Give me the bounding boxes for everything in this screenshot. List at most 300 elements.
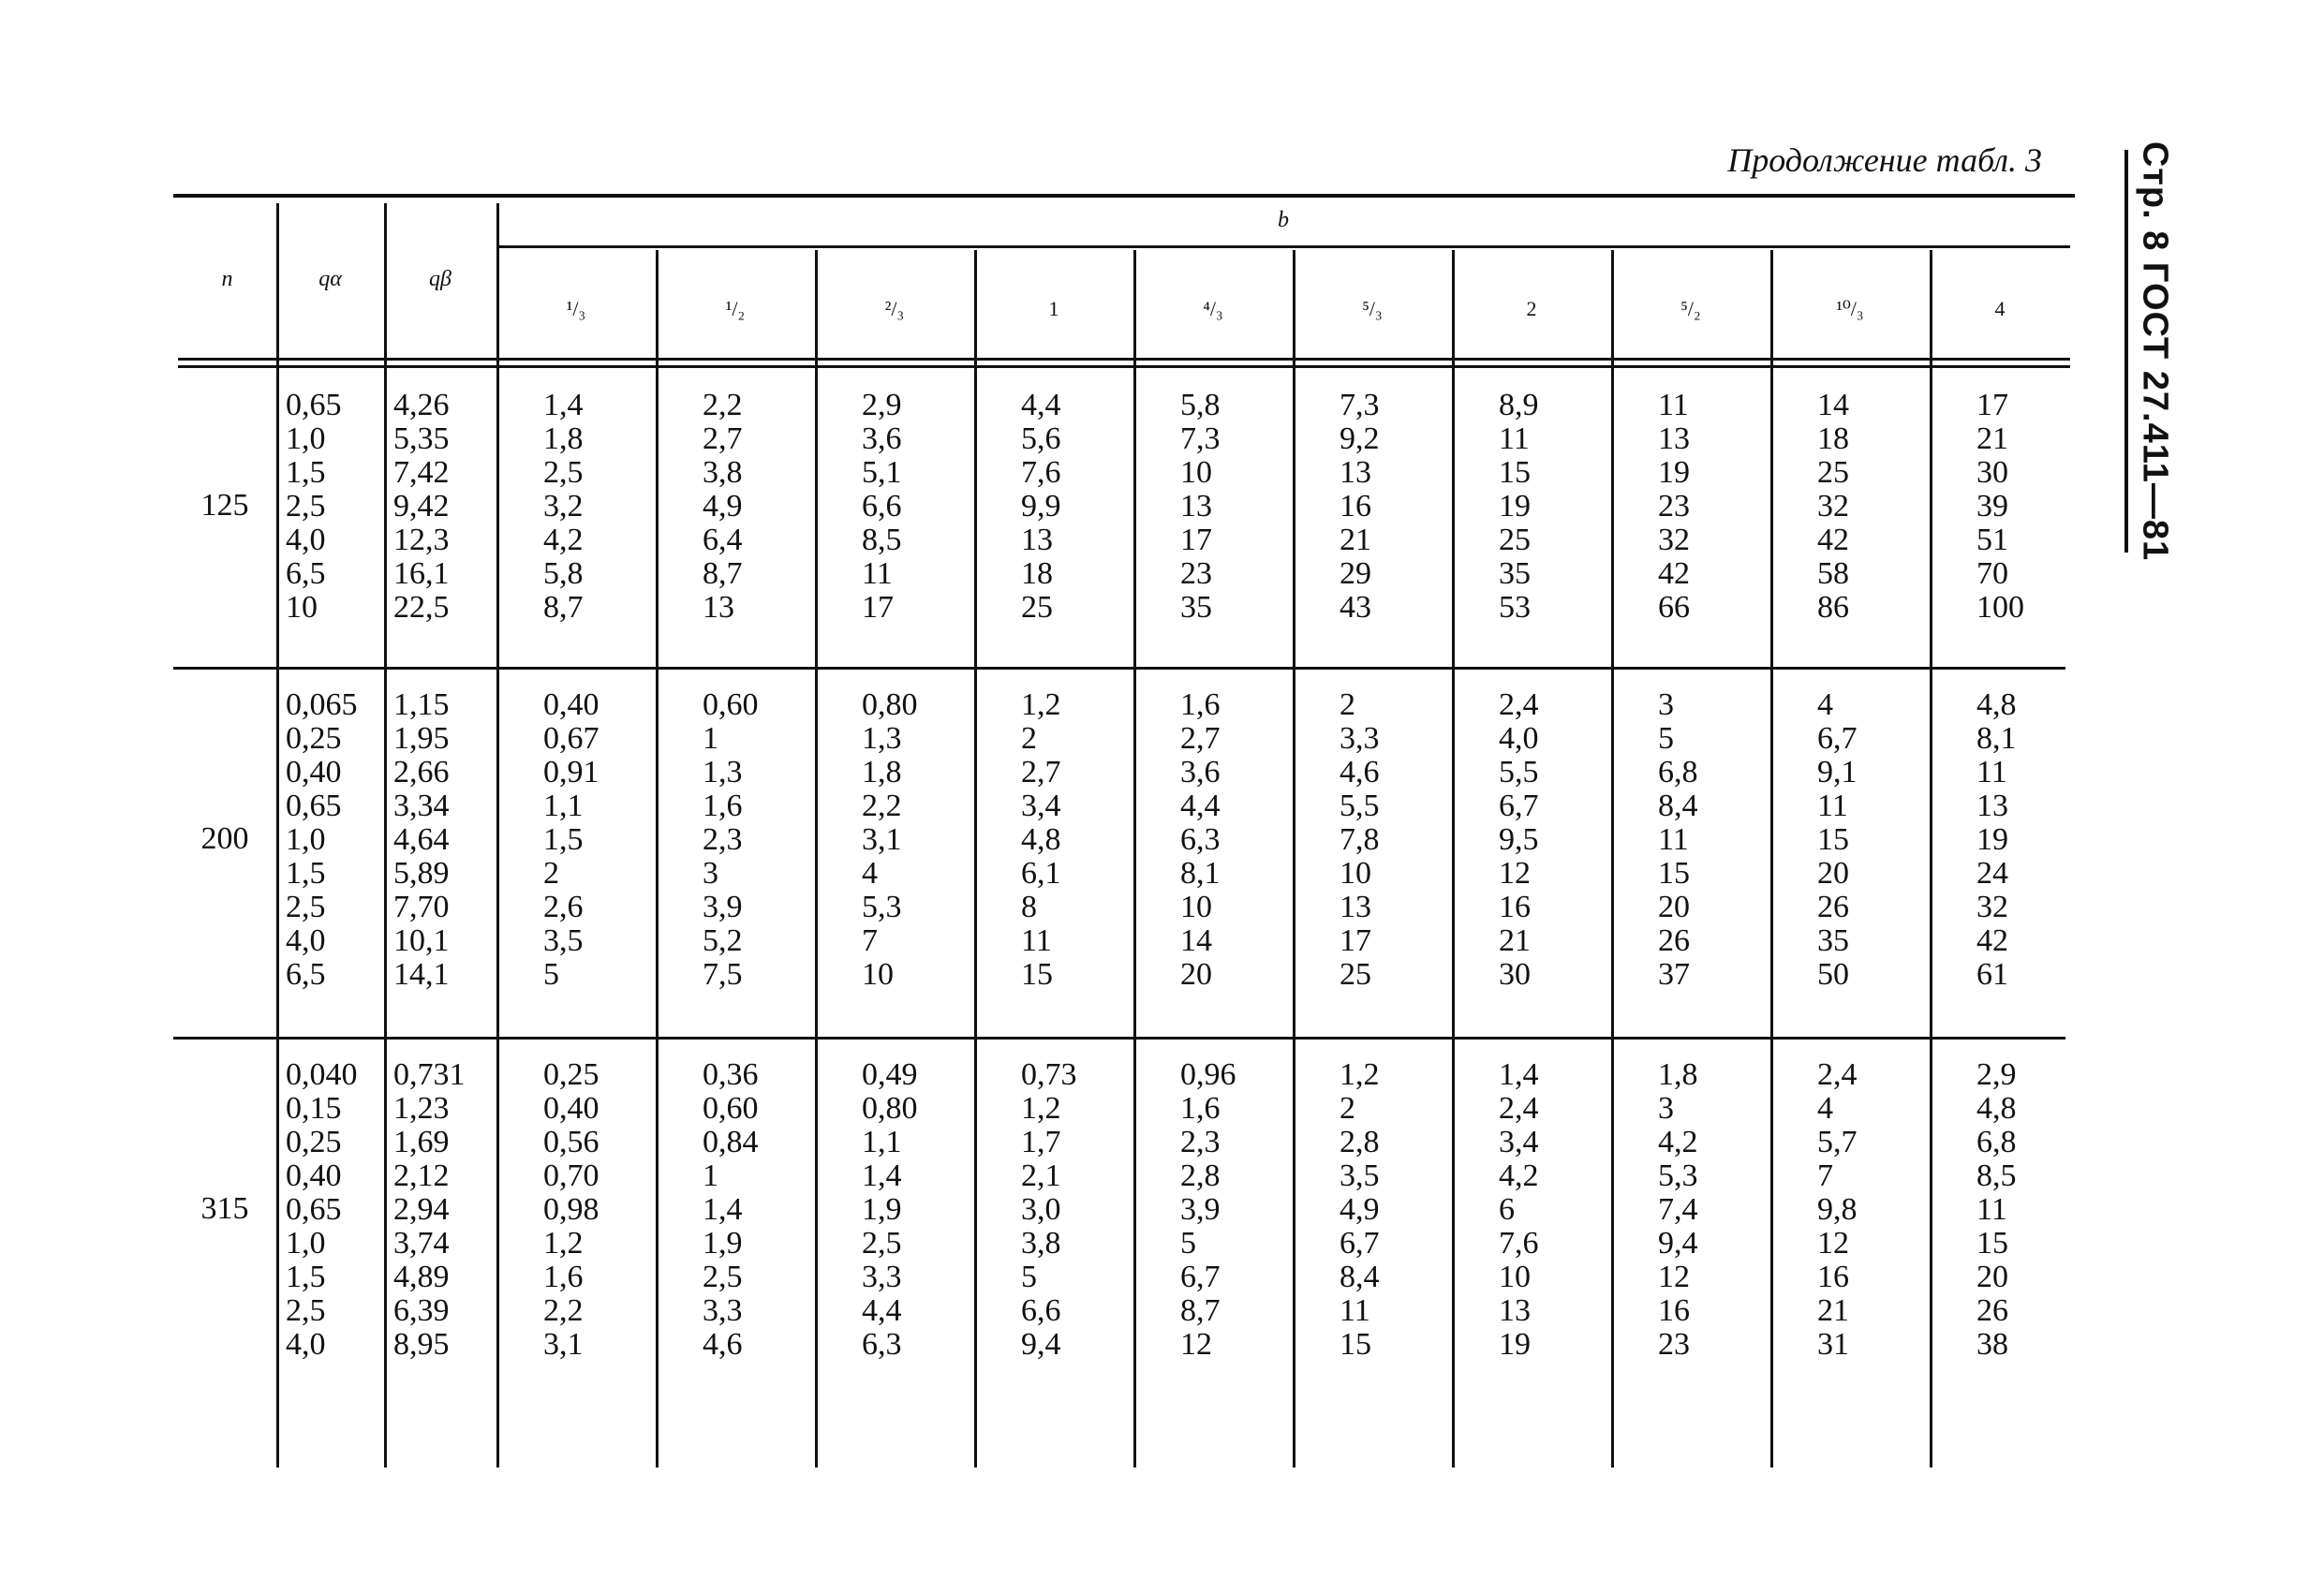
b-column-6-315-cell: 6 <box>1499 1192 1515 1227</box>
b-column-7-125-cell: 23 <box>1658 489 1690 524</box>
b-column-4-200-cell: 8,1 <box>1180 856 1221 891</box>
b-column-0-200 <box>543 688 651 992</box>
data-table <box>178 194 2070 1468</box>
qa-column-200-cell: 1,5 <box>286 856 326 891</box>
group-n-315: 315 <box>200 1191 249 1226</box>
qa-column-200-cell: 6,5 <box>286 957 326 992</box>
b-column-9-125-cell: 21 <box>1976 421 2008 456</box>
b-column-0-200-cell: 2 <box>543 856 559 891</box>
b-col-rule-4 <box>1293 250 1295 1468</box>
b-column-6-200-cell: 6,7 <box>1499 789 1539 823</box>
b-col-rule-8 <box>1930 250 1932 1468</box>
b-column-4-200-cell: 20 <box>1180 957 1212 992</box>
b-column-0-315-cell: 1,6 <box>543 1260 584 1294</box>
b-column-1-125-cell: 2,2 <box>703 388 743 422</box>
b-col-rule-1 <box>815 250 818 1468</box>
group-n-200: 200 <box>200 821 249 856</box>
qa-column-315-cell: 0,15 <box>286 1091 342 1126</box>
b-column-5-125 <box>1340 389 1447 625</box>
b-column-0-125-cell: 3,2 <box>543 489 584 524</box>
b-column-2-315-cell: 1,4 <box>862 1158 902 1193</box>
side-header <box>2126 140 2183 562</box>
header-b-col-5: ⁵/₃ <box>1362 297 1383 320</box>
b-column-7-200-cell: 11 <box>1658 822 1689 857</box>
b-column-3-315-cell: 3,8 <box>1021 1226 1061 1261</box>
qa-column-315-cell: 1,5 <box>286 1260 326 1294</box>
b-column-7-315-cell: 23 <box>1658 1327 1690 1362</box>
b-column-0-315-cell: 0,70 <box>543 1158 600 1193</box>
b-column-4-200-cell: 10 <box>1180 890 1212 924</box>
b-column-0-315-cell: 0,98 <box>543 1192 600 1227</box>
b-column-4-125-cell: 10 <box>1180 455 1212 490</box>
b-column-2-315-cell: 0,49 <box>862 1057 918 1092</box>
b-column-9-125-cell: 70 <box>1976 556 2008 591</box>
b-column-8-125-cell: 14 <box>1817 388 1849 422</box>
b-column-3-200-cell: 2,7 <box>1021 755 1061 789</box>
b-column-5-125-cell: 9,2 <box>1340 421 1380 456</box>
b-column-4-200-cell: 14 <box>1180 923 1212 958</box>
b-column-8-200-cell: 35 <box>1817 923 1849 958</box>
b-column-1-125-cell: 2,7 <box>703 421 743 456</box>
b-column-5-125-cell: 29 <box>1340 556 1371 591</box>
b-column-1-200-cell: 0,60 <box>703 687 759 722</box>
b-column-3-315-cell: 2,1 <box>1021 1158 1061 1193</box>
b-column-9-315-cell: 6,8 <box>1976 1125 2017 1159</box>
b-column-5-200 <box>1340 688 1447 992</box>
qb-column-200-cell: 2,66 <box>393 755 450 789</box>
b-column-2-125-cell: 3,6 <box>862 421 902 456</box>
b-column-1-125-cell: 8,7 <box>703 556 743 591</box>
b-column-0-315-cell: 0,25 <box>543 1057 600 1092</box>
b-column-3-125-cell: 7,6 <box>1021 455 1061 490</box>
b-column-3-200-cell: 1,2 <box>1021 687 1061 722</box>
b-column-4-315-cell: 3,9 <box>1180 1192 1221 1227</box>
b-column-5-125-cell: 7,3 <box>1340 388 1380 422</box>
b-column-4-125-cell: 13 <box>1180 489 1212 524</box>
b-column-9-200-cell: 11 <box>1976 755 2007 789</box>
b-column-0-200-cell: 0,91 <box>543 755 600 789</box>
qa-column-125 <box>286 389 379 625</box>
b-column-1-125-cell: 3,8 <box>703 455 743 490</box>
header-rule-2 <box>178 365 2070 368</box>
b-column-6-200-cell: 5,5 <box>1499 755 1539 789</box>
b-column-8-315-cell: 16 <box>1817 1260 1849 1294</box>
b-column-2-315-cell: 3,3 <box>862 1260 902 1294</box>
qa-column-200-cell: 1,0 <box>286 822 326 857</box>
qb-column-125-cell: 12,3 <box>393 523 450 557</box>
b-column-8-315-cell: 2,4 <box>1817 1057 1858 1092</box>
b-column-2-200-cell: 2,2 <box>862 789 902 823</box>
qa-column-125-cell: 2,5 <box>286 489 326 524</box>
b-column-9-315-cell: 20 <box>1976 1260 2008 1294</box>
b-column-9-125-cell: 17 <box>1976 388 2008 422</box>
b-column-6-200-cell: 9,5 <box>1499 822 1539 857</box>
b-column-1-125-cell: 4,9 <box>703 489 743 524</box>
b-column-2-125-cell: 2,9 <box>862 388 902 422</box>
b-column-8-200-cell: 26 <box>1817 890 1849 924</box>
b-column-7-125-cell: 13 <box>1658 421 1690 456</box>
b-column-6-200 <box>1499 688 1606 992</box>
b-column-5-125-cell: 21 <box>1340 523 1371 557</box>
b-column-7-200-cell: 26 <box>1658 923 1690 958</box>
b-column-1-200-cell: 1 <box>703 721 718 756</box>
b-column-2-200-cell: 0,80 <box>862 687 918 722</box>
qa-column-315-cell: 0,40 <box>286 1158 342 1193</box>
b-column-6-315-cell: 7,6 <box>1499 1226 1539 1261</box>
b-column-4-200-cell: 1,6 <box>1180 687 1221 722</box>
b-column-0-125-cell: 8,7 <box>543 590 584 625</box>
header-b-col-2: ²/₃ <box>884 297 905 320</box>
b-column-8-125-cell: 18 <box>1817 421 1849 456</box>
b-column-0-200-cell: 2,6 <box>543 890 584 924</box>
b-column-2-125 <box>862 389 970 625</box>
b-column-7-200-cell: 20 <box>1658 890 1690 924</box>
b-column-1-200-cell: 1,3 <box>703 755 743 789</box>
b-column-2-125-cell: 17 <box>862 590 894 625</box>
b-column-8-315-cell: 4 <box>1817 1091 1833 1126</box>
header-q-alpha: qα <box>318 267 342 291</box>
qa-column-315-cell: 1,0 <box>286 1226 326 1261</box>
b-column-3-200-cell: 4,8 <box>1021 822 1061 857</box>
b-column-3-200-cell: 2 <box>1021 721 1037 756</box>
b-column-5-125-cell: 43 <box>1340 590 1371 625</box>
qb-column-125-cell: 4,26 <box>393 388 450 422</box>
b-column-6-200-cell: 12 <box>1499 856 1531 891</box>
b-column-7-200-cell: 3 <box>1658 687 1674 722</box>
b-column-8-200-cell: 9,1 <box>1817 755 1858 789</box>
qb-column-200-cell: 4,64 <box>393 822 450 857</box>
qb-column-200-cell: 1,15 <box>393 687 450 722</box>
b-column-3-200-cell: 6,1 <box>1021 856 1061 891</box>
b-column-7-125-cell: 11 <box>1658 388 1689 422</box>
b-column-5-315-cell: 3,5 <box>1340 1158 1380 1193</box>
b-column-5-315-cell: 2,8 <box>1340 1125 1380 1159</box>
qa-column-125-cell: 1,0 <box>286 421 326 456</box>
b-column-9-200-cell: 24 <box>1976 856 2008 891</box>
b-column-3-125 <box>1021 389 1129 625</box>
b-column-3-315-cell: 1,7 <box>1021 1125 1061 1159</box>
b-column-8-125-cell: 42 <box>1817 523 1849 557</box>
b-col-rule-7 <box>1770 250 1773 1468</box>
qb-column-125-cell: 7,42 <box>393 455 450 490</box>
b-column-1-315-cell: 2,5 <box>703 1260 743 1294</box>
b-column-9-315-cell: 38 <box>1976 1327 2008 1362</box>
qb-column-200-cell: 10,1 <box>393 923 450 958</box>
b-column-9-200-cell: 19 <box>1976 822 2008 857</box>
b-column-3-125-cell: 18 <box>1021 556 1053 591</box>
header-rule-1 <box>178 358 2070 361</box>
b-column-1-315-cell: 3,3 <box>703 1293 743 1328</box>
qb-column-315-cell: 6,39 <box>393 1293 450 1328</box>
b-column-3-200-cell: 8 <box>1021 890 1037 924</box>
b-column-5-125-cell: 13 <box>1340 455 1371 490</box>
qa-column-125-cell: 6,5 <box>286 556 326 591</box>
b-column-7-315-cell: 7,4 <box>1658 1192 1698 1227</box>
b-column-8-315-cell: 7 <box>1817 1158 1833 1193</box>
b-column-9-200 <box>1976 688 2065 992</box>
qb-column-125-cell: 16,1 <box>393 556 450 591</box>
b-column-2-200-cell: 3,1 <box>862 822 902 857</box>
qb-column-315-cell: 1,69 <box>393 1125 450 1159</box>
b-column-9-125-cell: 30 <box>1976 455 2008 490</box>
b-column-0-125-cell: 2,5 <box>543 455 584 490</box>
b-column-3-200-cell: 3,4 <box>1021 789 1061 823</box>
b-column-4-125-cell: 7,3 <box>1180 421 1221 456</box>
group-n-125: 125 <box>200 488 249 523</box>
b-column-2-125-cell: 6,6 <box>862 489 902 524</box>
b-column-2-200-cell: 1,3 <box>862 721 902 756</box>
b-column-2-315-cell: 4,4 <box>862 1293 902 1328</box>
b-column-0-200-cell: 5 <box>543 957 559 992</box>
b-column-5-315-cell: 4,9 <box>1340 1192 1380 1227</box>
b-column-2-125-cell: 11 <box>862 556 893 591</box>
b-column-9-125 <box>1976 389 2065 625</box>
col-rule-2 <box>496 203 499 1468</box>
b-column-0-315-cell: 1,2 <box>543 1226 584 1261</box>
b-column-2-315 <box>862 1058 970 1362</box>
b-column-1-315-cell: 4,6 <box>703 1327 743 1362</box>
b-column-7-125 <box>1658 389 1766 625</box>
b-column-7-315-cell: 3 <box>1658 1091 1674 1126</box>
b-column-6-125-cell: 35 <box>1499 556 1531 591</box>
b-column-0-315 <box>543 1058 651 1362</box>
b-column-0-200-cell: 1,1 <box>543 789 584 823</box>
b-column-1-315-cell: 1 <box>703 1158 718 1193</box>
b-column-3-315-cell: 1,2 <box>1021 1091 1061 1126</box>
qa-column-200-cell: 0,065 <box>286 687 358 722</box>
b-column-5-315 <box>1340 1058 1447 1362</box>
b-column-7-125-cell: 32 <box>1658 523 1690 557</box>
b-column-3-200-cell: 15 <box>1021 957 1053 992</box>
b-column-9-125-cell: 100 <box>1976 590 2024 625</box>
qa-column-315-cell: 4,0 <box>286 1327 326 1362</box>
b-column-0-125-cell: 1,8 <box>543 421 584 456</box>
b-column-8-200-cell: 4 <box>1817 687 1833 722</box>
b-column-2-200-cell: 4 <box>862 856 878 891</box>
header-b-col-4: ⁴/₃ <box>1203 297 1223 320</box>
qb-column-315-cell: 1,23 <box>393 1091 450 1126</box>
b-column-1-315-cell: 0,36 <box>703 1057 759 1092</box>
b-column-1-200-cell: 2,3 <box>703 822 743 857</box>
b-column-8-125-cell: 32 <box>1817 489 1849 524</box>
b-column-7-315-cell: 5,3 <box>1658 1158 1698 1193</box>
b-column-4-315-cell: 6,7 <box>1180 1260 1221 1294</box>
b-column-3-125-cell: 4,4 <box>1021 388 1061 422</box>
b-column-1-125 <box>703 389 810 625</box>
b-column-4-200-cell: 6,3 <box>1180 822 1221 857</box>
b-column-3-315-cell: 6,6 <box>1021 1293 1061 1328</box>
qb-column-315 <box>393 1058 492 1362</box>
b-column-1-200-cell: 1,6 <box>703 789 743 823</box>
qb-column-315-cell: 3,74 <box>393 1226 450 1261</box>
b-column-6-315-cell: 4,2 <box>1499 1158 1539 1193</box>
b-column-7-200-cell: 5 <box>1658 721 1674 756</box>
b-column-6-315-cell: 10 <box>1499 1260 1531 1294</box>
b-column-0-315-cell: 0,56 <box>543 1125 600 1159</box>
b-column-9-200-cell: 13 <box>1976 789 2008 823</box>
qb-column-200-cell: 14,1 <box>393 957 450 992</box>
b-column-4-315-cell: 2,3 <box>1180 1125 1221 1159</box>
b-column-3-315-cell: 3,0 <box>1021 1192 1061 1227</box>
b-col-rule-6 <box>1611 250 1614 1468</box>
b-column-8-315-cell: 31 <box>1817 1327 1849 1362</box>
b-column-7-315-cell: 1,8 <box>1658 1057 1698 1092</box>
table-top-rule <box>173 194 2075 198</box>
header-b-col-0: ¹/₃ <box>566 297 586 320</box>
b-column-8-315-cell: 12 <box>1817 1226 1849 1261</box>
b-column-4-125-cell: 5,8 <box>1180 388 1221 422</box>
b-column-3-125-cell: 25 <box>1021 590 1053 625</box>
b-column-7-315-cell: 16 <box>1658 1293 1690 1328</box>
b-column-1-125-cell: 13 <box>703 590 734 625</box>
b-column-6-200-cell: 2,4 <box>1499 687 1539 722</box>
b-column-1-125-cell: 6,4 <box>703 523 743 557</box>
qb-column-200-cell: 3,34 <box>393 789 450 823</box>
b-column-6-200-cell: 21 <box>1499 923 1531 958</box>
b-column-2-125-cell: 8,5 <box>862 523 902 557</box>
qb-column-315-cell: 8,95 <box>393 1327 450 1362</box>
b-column-5-200-cell: 13 <box>1340 890 1371 924</box>
qa-column-200-cell: 0,40 <box>286 755 342 789</box>
qa-column-200-cell: 0,25 <box>286 721 342 756</box>
b-column-5-315-cell: 11 <box>1340 1293 1370 1328</box>
b-column-4-315 <box>1180 1058 1288 1362</box>
b-column-2-125-cell: 5,1 <box>862 455 902 490</box>
b-column-0-200-cell: 0,40 <box>543 687 600 722</box>
b-column-4-125 <box>1180 389 1288 625</box>
qa-column-125-cell: 1,5 <box>286 455 326 490</box>
b-column-4-200-cell: 4,4 <box>1180 789 1221 823</box>
qa-column-125-cell: 10 <box>286 590 318 625</box>
qa-column-200-cell: 2,5 <box>286 890 326 924</box>
b-column-6-125 <box>1499 389 1606 625</box>
b-column-7-315-cell: 4,2 <box>1658 1125 1698 1159</box>
b-column-1-200-cell: 7,5 <box>703 957 743 992</box>
b-column-2-200-cell: 1,8 <box>862 755 902 789</box>
b-column-2-200 <box>862 688 970 992</box>
b-column-1-200 <box>703 688 810 992</box>
b-column-7-200-cell: 8,4 <box>1658 789 1698 823</box>
b-column-7-125-cell: 42 <box>1658 556 1690 591</box>
b-column-5-200-cell: 5,5 <box>1340 789 1380 823</box>
b-column-6-315-cell: 13 <box>1499 1293 1531 1328</box>
b-column-9-315-cell: 2,9 <box>1976 1057 2017 1092</box>
b-column-6-125-cell: 19 <box>1499 489 1531 524</box>
b-column-8-125-cell: 58 <box>1817 556 1849 591</box>
b-column-6-315-cell: 2,4 <box>1499 1091 1539 1126</box>
b-column-7-125-cell: 66 <box>1658 590 1690 625</box>
b-column-6-200-cell: 30 <box>1499 957 1531 992</box>
b-column-7-200-cell: 37 <box>1658 957 1690 992</box>
b-column-1-200-cell: 3 <box>703 856 718 891</box>
qa-column-125-cell: 0,65 <box>286 388 342 422</box>
b-column-1-315-cell: 0,60 <box>703 1091 759 1126</box>
b-column-4-315-cell: 5 <box>1180 1226 1196 1261</box>
b-column-1-200-cell: 3,9 <box>703 890 743 924</box>
b-column-6-125-cell: 15 <box>1499 455 1531 490</box>
b-column-5-200-cell: 2 <box>1340 687 1355 722</box>
b-column-5-200-cell: 3,3 <box>1340 721 1380 756</box>
b-column-6-125-cell: 25 <box>1499 523 1531 557</box>
b-col-rule-5 <box>1452 250 1455 1468</box>
qa-column-200-cell: 0,65 <box>286 789 342 823</box>
b-column-2-200-cell: 10 <box>862 957 894 992</box>
b-column-2-315-cell: 1,9 <box>862 1192 902 1227</box>
b-column-3-125-cell: 5,6 <box>1021 421 1061 456</box>
b-column-4-125-cell: 23 <box>1180 556 1212 591</box>
b-column-5-315-cell: 15 <box>1340 1327 1371 1362</box>
b-column-4-315-cell: 8,7 <box>1180 1293 1221 1328</box>
qb-column-200-cell: 5,89 <box>393 856 450 891</box>
b-column-9-315 <box>1976 1058 2065 1362</box>
b-column-2-315-cell: 2,5 <box>862 1226 902 1261</box>
b-column-7-200-cell: 6,8 <box>1658 755 1698 789</box>
b-column-5-315-cell: 1,2 <box>1340 1057 1380 1092</box>
col-rule-1 <box>384 203 387 1468</box>
b-column-2-315-cell: 1,1 <box>862 1125 902 1159</box>
b-column-5-200-cell: 4,6 <box>1340 755 1380 789</box>
header-b-col-8: ¹⁰/₃ <box>1836 297 1864 320</box>
b-column-8-200 <box>1817 688 1925 992</box>
b-column-3-125-cell: 13 <box>1021 523 1053 557</box>
qa-column-315-cell: 0,25 <box>286 1125 342 1159</box>
b-column-9-315-cell: 8,5 <box>1976 1158 2017 1193</box>
b-column-8-200-cell: 50 <box>1817 957 1849 992</box>
table-caption: Продолжение табл. 3 <box>1727 141 2042 179</box>
b-column-0-125-cell: 1,4 <box>543 388 584 422</box>
qa-column-125-cell: 4,0 <box>286 523 326 557</box>
qb-column-200-cell: 7,70 <box>393 890 450 924</box>
side-header-text: Стр. 8 ГОСТ 27.411—81 <box>2135 140 2175 562</box>
b-column-9-125-cell: 51 <box>1976 523 2008 557</box>
b-column-5-200-cell: 25 <box>1340 957 1371 992</box>
b-column-3-125-cell: 9,9 <box>1021 489 1061 524</box>
b-column-0-315-cell: 3,1 <box>543 1327 584 1362</box>
b-column-8-200-cell: 20 <box>1817 856 1849 891</box>
b-column-8-315 <box>1817 1058 1925 1362</box>
qb-column-200-cell: 1,95 <box>393 721 450 756</box>
b-column-2-200-cell: 7 <box>862 923 878 958</box>
b-column-1-200-cell: 5,2 <box>703 923 743 958</box>
qa-column-200 <box>286 688 379 992</box>
b-column-3-315-cell: 0,73 <box>1021 1057 1077 1092</box>
header-n: n <box>221 267 233 291</box>
b-column-6-125-cell: 11 <box>1499 421 1530 456</box>
b-column-9-315-cell: 4,8 <box>1976 1091 2017 1126</box>
qb-column-125-cell: 22,5 <box>393 590 450 625</box>
header-b-col-7: ⁵/₂ <box>1680 297 1701 320</box>
b-column-4-200-cell: 2,7 <box>1180 721 1221 756</box>
b-column-3-315 <box>1021 1058 1129 1362</box>
b-column-3-315-cell: 9,4 <box>1021 1327 1061 1362</box>
col-rule-0 <box>276 203 279 1468</box>
b-column-6-125-cell: 53 <box>1499 590 1531 625</box>
qb-column-315-cell: 0,731 <box>393 1057 466 1092</box>
b-column-1-315-cell: 1,4 <box>703 1192 743 1227</box>
b-column-4-315-cell: 2,8 <box>1180 1158 1221 1193</box>
qa-column-315 <box>286 1058 379 1362</box>
b-column-1-315-cell: 0,84 <box>703 1125 759 1159</box>
b-column-5-200-cell: 7,8 <box>1340 822 1380 857</box>
qb-column-200 <box>393 688 492 992</box>
b-column-5-125-cell: 16 <box>1340 489 1371 524</box>
b-column-9-200-cell: 42 <box>1976 923 2008 958</box>
b-column-8-315-cell: 5,7 <box>1817 1125 1858 1159</box>
qa-column-315-cell: 0,65 <box>286 1192 342 1227</box>
b-column-6-200-cell: 4,0 <box>1499 721 1539 756</box>
b-column-9-200-cell: 4,8 <box>1976 687 2017 722</box>
b-column-4-125-cell: 35 <box>1180 590 1212 625</box>
